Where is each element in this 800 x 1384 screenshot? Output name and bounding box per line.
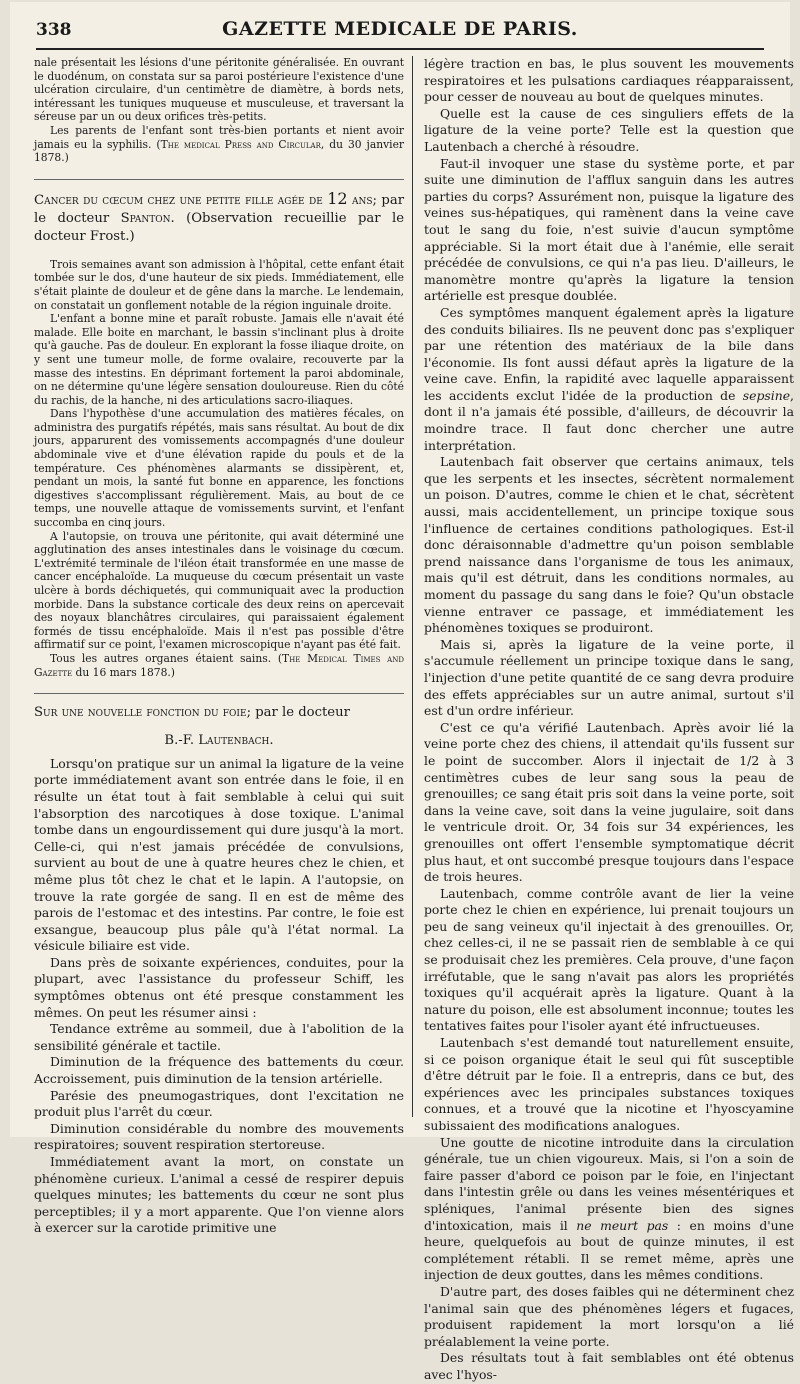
paragraph: Lautenbach fait observer que certains animaux, tels que les serpents et les insectes, sécrètent normalement un poison. D'autres, comme le chien et le chat, sécrètent aussi, mais accidentellement, un principe toxique sous l'influence de certaines conditions pathologiques. Est-il donc déraisonnable d'admettre qu'un poison semblable prend naissance dans l'organisme de tous les animaux, mais qu'il est détruit, dans les conditions normales, au moment du passage du sang dans le foie? Qu'un obstacle vienne entraver ce passage, et immédiatement les phénomènes toxiques se produiront. — [424, 454, 794, 636]
paragraph: Une goutte de nicotine introduite dans la circulation générale, tue un chien vigoureux. Mais, si l'on a soin de faire passer d'abord ce poison par le foie, en l'injectant dans l'intestin grêle ou dans les veines mésentériques et spléniques, l'animal présente bien des signes d'intoxication, mais il ne meurt pas : en moins d'une heure, quelquefois au bout de quinze minutes, il est complétement rétabli. Il se remet même, après une injection de deux gouttes, dans les mêmes conditions. — [424, 1134, 794, 1283]
paragraph: Parésie des pneumogastriques, dont l'excitation ne produit plus l'arrêt du cœur. — [34, 1087, 404, 1120]
article-body — [34, 756, 404, 1237]
paragraph: Dans près de soixante expériences, conduites, pour la plupart, avec l'assistance du professeur Schiff, les symptômes obtenus ont été presque constamment les mêmes. On peut les résumer ainsi : — [34, 954, 404, 1020]
paragraph: Lautenbach s'est demandé tout naturellement ensuite, si ce poison organique était le seul qui fût susceptible d'être détruit par le foie. Il a entrepris, dans ce but, des expériences avec les principales substances toxiques connues, et a trouvé que la nicotine et l'hyoscyamine subissaient des modifications analogues. — [424, 1035, 794, 1133]
paragraph: Quelle est la cause de ces singuliers effets de la ligature de la veine porte? Telle est la question que Lautenbach a cherché à résoudre. — [424, 105, 794, 154]
source-citation: The Medical Times and Gazette — [34, 651, 404, 679]
paragraph: A l'autopsie, on trouva une péritonite, qui avait déterminé une agglutination des anses intestinales dans le voisinage du cœcum. L'extrémité terminale de l'iléon était transformée en une masse de cancer encéphaloïde. La muqueuse du cœcum présentait un vaste ulcère à bords déchiquetés, qui communiquait avec la production morbide. Dans la substance corticale des deux reins on apercevait des noyaux blanchâtres circulaires, qui paraissaient également formés de tissu encéphaloïde. Mais il n'est pas possible d'être affirmatif sur ce point, l'examen microscopique n'ayant pas été fait. — [34, 529, 404, 652]
page-number: 338 — [36, 20, 72, 40]
source-citation: The medical Press and Circular — [160, 137, 321, 151]
paragraph: Dans l'hypothèse d'une accumulation des matières fécales, on administra des purgatifs répétés, mais sans résultat. Au bout de dix jours, apparurent des vomissements accompagnés d'une douleur abdominale vive et d'une élévation rapide du pouls et de la température. Ces phénomènes alarmants se dissipèrent, et, pendant un mois, la santé fut bonne en apparence, les fonctions digestives s'accomplissant régulièrement. Mais, au bout de ce temps, une nouvelle attaque de vomissements survint, et l'enfant succomba en cinq jours. — [34, 407, 404, 530]
paragraph: Immédiatement avant la mort, on constate un phénomène curieux. L'animal a cessé de respirer depuis quelques minutes; les battements du cœur ne sont plus perceptibles; il y a mort apparente. Que l'on vienne alors à exercer sur la carotide primitive une — [34, 1154, 404, 1236]
paragraph: Tendance extrême au sommeil, due à l'abolition de la sensibilité générale et tactile. — [34, 1021, 404, 1053]
article-author: Spanton — [120, 210, 171, 226]
paragraph: Ces symptômes manquent également après la ligature des conduits biliaires. Ils ne peuvent donc pas s'expliquer par une rétention des matériaux de la bile dans l'économie. Ils font aussi défaut après la ligature de la veine cave. Enfin, la rapidité avec laquelle apparaissent les accidents exclut l'idée de la production de sepsine, dont il n'a jamais été possible, d'ailleurs, de découvrir la moindre trace. Il faut donc chercher une autre interprétation. — [424, 304, 794, 453]
paragraph: Mais si, après la ligature de la veine porte, il s'accumule réellement un principe toxique dans le sang, l'injection d'une petite quantité de ce sang devra produire des effets appréciables sur un autre animal, surtout s'il est d'un ordre inférieur. — [424, 636, 794, 719]
paragraph: Faut-il invoquer une stase du système porte, et par suite une diminution de l'afflux sanguin dans les autres parties du corps? Assurément non, puisque la ligature des veines sus-hépatiques, qui ramènent dans la veine cave tout le sang du foie, n'est suivie d'aucun symptôme appréciable. Si la mort était due à l'anémie, elle serait précédée de convulsions, ce qui n'a pas lieu. D'ailleurs, le manomètre montre qu'après la ligature la tension artérielle est presque doublée. — [424, 155, 794, 304]
column-divider — [412, 56, 413, 1117]
right-column — [424, 56, 794, 1384]
paragraph: Des résultats tout à fait semblables ont été obtenus avec l'hyos- — [424, 1350, 794, 1382]
left-column — [34, 56, 404, 1237]
page — [10, 2, 794, 1382]
paragraph: Tous les autres organes étaient sains. (The Medical Times and Gazette du 16 mars 1878.) — [34, 651, 404, 679]
article-author: B.-F. Lautenbach. — [164, 733, 274, 749]
paragraph: Lorsqu'on pratique sur un animal la ligature de la veine porte immédiatement avant son entrée dans le foie, il en résulte un état tout à fait semblable à celui qui suit l'absorption des narcotiques à dose toxique. L'animal tombe dans un engourdissement qui dure jusqu'à la mort. Celle-ci, qui n'est jamais précédée de convulsions, survient au bout de une à quatre heures chez le chien, et même plus tôt chez le chat et le lapin. A l'autopsie, on trouve la rate gorgée de sang. Il en est de même des parois de l'estomac et des intestins. Par contre, le foie est exsangue, beaucoup plus pâle qu'à l'état normal. La vésicule biliaire est vide. — [34, 755, 404, 954]
paragraph: Diminution considérable du nombre des mouvements respiratoires; souvent respiration stertoreuse. — [34, 1120, 404, 1153]
running-title: GAZETTE MEDICALE DE PARIS. — [222, 18, 578, 40]
paragraph: C'est ce qu'a vérifié Lautenbach. Après avoir lié la veine porte chez des chiens, il attendait qu'ils fussent sur le point de succomber. Alors il injectait de 1/2 à 3 centimètres cubes de leur sang sous la peau de grenouilles; ce sang était pris soit dans la veine porte, soit dans la veine cave, soit dans la veine jugulaire, soit dans le ventricule droit. Or, 34 fois sur 34 expériences, les grenouilles ont offert l'ensemble symptomatique décrit plus haut, et ont succombé presque toujours dans l'espace de trois heures. — [424, 719, 794, 885]
article-title: Cancer du cœcum chez une petite fille agée de 12 ans; par le docteur Spanton. (Observation recueillie par le docteur Frost.) — [34, 179, 404, 246]
paragraph: Trois semaines avant son admission à l'hôpital, cette enfant était tombée sur le dos, d'une hauteur de six pieds. Immédiatement, elle s'était plainte de douleur et de gêne dans la marche. Le lendemain, on constatait un gonflement notable de la région inguinale droite. — [34, 257, 404, 312]
paragraph: L'enfant a bonne mine et paraît robuste. Jamais elle n'avait été malade. Elle boite en marchant, le bassin s'inclinant plus à droite qu'à gauche. Pas de douleur. En explorant la fosse iliaque droite, on y sent une tumeur molle, de forme ovalaire, recouverte par la masse des intestins. En déprimant fortement la paroi abdominale, on ne détermine qu'une légère sensation douloureuse. Rien du côté du rachis, de la hanche, ni des articulations sacro-iliaques. — [34, 312, 404, 407]
page-header — [36, 14, 764, 44]
paragraph: légère traction en bas, le plus souvent les mouvements respiratoires et les pulsations cardiaques réapparaissent, pour cesser de nouveau au bout de quelques minutes. — [424, 56, 794, 105]
article-title: Sur une nouvelle fonction du foie; par le docteur — [34, 693, 404, 722]
paragraph: Lautenbach, comme contrôle avant de lier la veine porte chez le chien en expérience, lui prenait toujours un peu de sang veineux qu'il injectait à des grenouilles. Or, chez celles-ci, il ne se passait rien de semblable à ce qui se produisait chez les premières. Cela prouve, d'une façon irréfutable, que le sang n'avait pas alors les propriétés toxiques qu'il acquérait après la ligature. Quant à la nature du poison, elle est absolument inconnue; toutes les tentatives faites pour l'isoler ayant été infructueuses. — [424, 885, 794, 1034]
paragraph: nale présentait les lésions d'une péritonite généralisée. En ouvrant le duodénum, on constata sur sa paroi postérieure l'existence d'une ulcération circulaire, d'un centimètre de diamètre, à bords nets, intéressant les tuniques muqueuse et musculeuse, et traversant la séreuse par un ou deux orifices très-petits. — [34, 56, 404, 124]
header-rule — [36, 48, 764, 50]
paragraph: Diminution de la fréquence des battements du cœur. Accroissement, puis diminution de la tension artérielle. — [34, 1054, 404, 1087]
paragraph: Les parents de l'enfant sont très-bien portants et nient avoir jamais eu la syphilis. (The medical Press and Circular, du 30 janvier 1878.) — [34, 123, 405, 165]
paragraph: D'autre part, des doses faibles qui ne déterminent chez l'animal sain que des phénomènes légers et fugaces, produisent rapidement la mort lorsqu'on a lié préalablement la veine porte. — [424, 1283, 794, 1349]
